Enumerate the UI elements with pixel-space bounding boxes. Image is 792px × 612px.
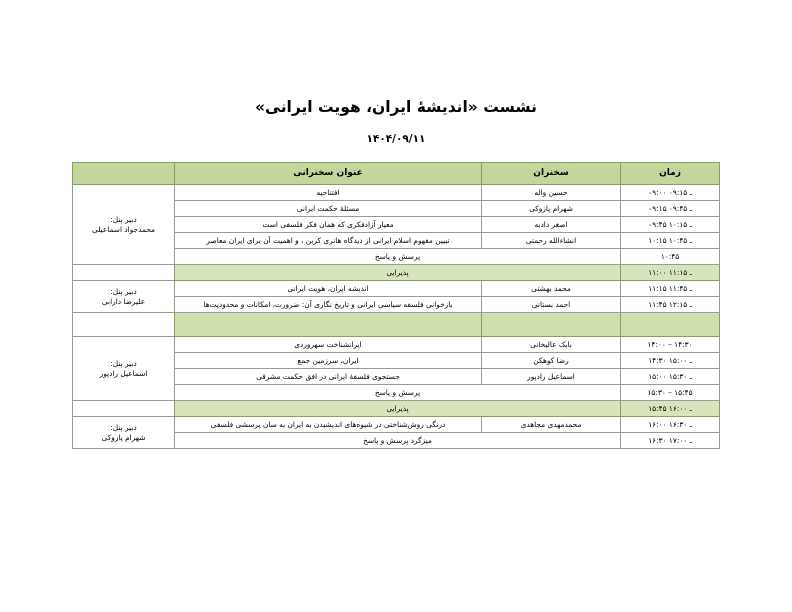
cell-time: ۱۴:۳۰ ـ ۱۵:۰۰ <box>621 353 720 369</box>
title-block <box>0 96 792 145</box>
table-row <box>73 337 720 353</box>
schedule-table-container <box>73 162 720 449</box>
cell-time: ۱۱:۴۵ ـ ۱۲:۱۵ <box>621 297 720 313</box>
cell-lecture-title: پرسش و پاسخ <box>175 385 621 401</box>
cell-time: ۰۹:۱۵ ـ ۰۹:۴۵ <box>621 201 720 217</box>
cell-time: ۱۶:۳۰ ـ ۱۷:۰۰ <box>621 433 720 449</box>
cell-speaker: اصغر دادبه <box>482 217 621 233</box>
cell-lecture-title: تبیین مفهوم اسلام ایرانی از دیدگاه هانری کربن ، و اهمیت آن برای ایران معاصر <box>175 233 482 249</box>
schedule-table <box>72 162 720 449</box>
cell-lecture-title: مسئلۀ حکمت ایرانی <box>175 201 482 217</box>
cell-speaker: محمدمهدی مجاهدی <box>482 417 621 433</box>
cell-time: ۱۰:۴۵ <box>621 249 720 265</box>
page-title: نشست «اندیشهٔ ایران، هویت ایرانی» <box>255 98 537 116</box>
cell-time: ۱۴:۰۰ – ۱۴:۳۰ <box>621 337 720 353</box>
moderator-role-label: دبیر پنل: <box>110 286 137 296</box>
cell-time: ۰۹:۴۵ ـ ۱۰:۱۵ <box>621 217 720 233</box>
cell-panel-moderator <box>73 417 175 449</box>
moderator-role-label: دبیر پنل: <box>110 358 137 368</box>
event-date: ۱۴۰۴/۰۹/۱۱ <box>366 133 426 146</box>
moderator-name: شهرام پازوکی <box>101 432 146 442</box>
cell-break-label: پذیرایی <box>175 265 621 281</box>
cell-time: ۱۵:۰۰ ـ ۱۵:۳۰ <box>621 369 720 385</box>
cell-panel-moderator <box>73 281 175 313</box>
cell-lecture-title: اندیشه ایران، هویت ایرانی <box>175 281 482 297</box>
cell-panel-moderator <box>73 185 175 265</box>
cell-gap-time <box>621 313 720 337</box>
cell-speaker: رضا کوهکن <box>482 353 621 369</box>
column-header-speaker: سخنران <box>482 163 621 185</box>
moderator-name: علیرضا دارابی <box>101 296 146 306</box>
moderator-name: محمدجواد اسماعیلی <box>92 224 155 234</box>
cell-lecture-title: افتتاحیه <box>175 185 482 201</box>
cell-break-label: پذیرایی <box>175 401 621 417</box>
cell-time: ۱۱:۰۰ ـ ۱۱:۱۵ <box>621 265 720 281</box>
cell-time: ۱۱:۱۵ ـ ۱۱:۴۵ <box>621 281 720 297</box>
cell-speaker: محمد بهشتی <box>482 281 621 297</box>
cell-speaker: احمد بستانی <box>482 297 621 313</box>
cell-time: ۰۹:۰۰ ـ ۰۹:۱۵ <box>621 185 720 201</box>
cell-speaker: شهرام پازوکی <box>482 201 621 217</box>
cell-gap-label <box>175 313 482 337</box>
cell-gap-speaker <box>482 313 621 337</box>
moderator-role-label: دبیر پنل: <box>110 422 137 432</box>
moderator-name: اسماعیل رادپور <box>99 368 148 378</box>
moderator-role-label: دبیر پنل: <box>110 214 137 224</box>
cell-lecture-title: جستجوی فلسفۀ ایرانی در افق حکمت مشرقی <box>175 369 482 385</box>
cell-lecture-title: درنگی روش‌شناختی در شیوه‌های اندیشیدن به ایران به سان پرسشی فلسفی <box>175 417 482 433</box>
cell-speaker: انشاءالله رحمتی <box>482 233 621 249</box>
cell-empty <box>73 401 175 417</box>
cell-panel-moderator <box>73 337 175 401</box>
column-header-moderator <box>73 163 175 185</box>
cell-lecture-title: ایرانشناخت سهروردی <box>175 337 482 353</box>
cell-lecture-title: ایران، سرزمین جمع <box>175 353 482 369</box>
cell-lecture-title: میزگرد پرسش و پاسخ <box>175 433 621 449</box>
cell-speaker: حسین واله <box>482 185 621 201</box>
table-header-row <box>73 163 720 185</box>
cell-time: ۱۰:۱۵ ـ ۱۰:۴۵ <box>621 233 720 249</box>
table-row <box>73 281 720 297</box>
cell-empty <box>73 265 175 281</box>
table-row <box>73 185 720 201</box>
cell-time: ۱۵:۳۰ – ۱۵:۴۵ <box>621 385 720 401</box>
table-row <box>73 417 720 433</box>
cell-empty <box>73 313 175 337</box>
cell-lecture-title: بازخوانی فلسفه سیاسی ایرانی و تاریخ نگاری آن: ضرورت، امکانات و محدودیت‌ها <box>175 297 482 313</box>
column-header-time: زمان <box>621 163 720 185</box>
cell-speaker: بابک عالیخانی <box>482 337 621 353</box>
cell-speaker: اسماعیل رادپور <box>482 369 621 385</box>
cell-time: ۱۵:۴۵ ـ ۱۶:۰۰ <box>621 401 720 417</box>
table-row-gap <box>73 313 720 337</box>
table-row-break <box>73 265 720 281</box>
cell-lecture-title: پرسش و پاسخ <box>175 249 621 265</box>
cell-lecture-title: معیار آزادفکری که همان فکر فلسفی است <box>175 217 482 233</box>
cell-time: ۱۶:۰۰ ـ ۱۶:۳۰ <box>621 417 720 433</box>
column-header-lecture-title: عنوان سخنرانی <box>175 163 482 185</box>
table-row-break <box>73 401 720 417</box>
